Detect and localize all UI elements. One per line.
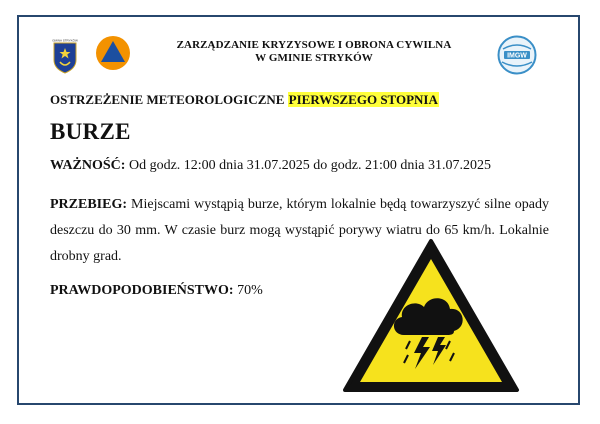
civil-defense-icon: [95, 35, 131, 71]
svg-text:GMINA STRYKÓW: GMINA STRYKÓW: [52, 38, 78, 43]
event-title: BURZE: [50, 119, 131, 144]
warning-level-highlight: PIERWSZEGO STOPNIA: [288, 92, 438, 107]
header-line-1: ZARZĄDZANIE KRYZYSOWE I OBRONA CYWILNA: [176, 39, 452, 51]
imgw-logo-icon: [497, 35, 537, 75]
warning-level-prefix: OSTRZEŻENIE METEOROLOGICZNE: [50, 92, 285, 107]
probability-label: PRAWDOPODOBIEŃSTWO:: [50, 283, 234, 298]
municipality-crest-icon: [52, 38, 78, 74]
validity-value: Od godz. 12:00 dnia 31.07.2025 do godz. 21:00 dnia 31.07.2025: [128, 158, 491, 173]
header-title: [140, 39, 488, 65]
course-label: PRZEBIEG:: [50, 197, 128, 212]
storm-warning-icon: [342, 237, 520, 393]
validity-row: [50, 158, 491, 174]
probability-value: 70%: [237, 283, 263, 298]
probability-row: [50, 283, 263, 299]
imgw-logo-text: IMGW: [507, 52, 527, 60]
course-value: Miejscami wystąpią burze, którym lokalnie będą towarzyszyć silne opady deszczu do 30 mm. W czasie burz mogą wystąpić porywy wiatru do 65 km/h. Lokalnie drobny grad.: [50, 197, 549, 264]
warning-level: [50, 92, 439, 108]
header-line-2: W GMINIE STRYKÓW: [255, 52, 373, 64]
validity-label: WAŻNOŚĆ:: [50, 158, 126, 173]
